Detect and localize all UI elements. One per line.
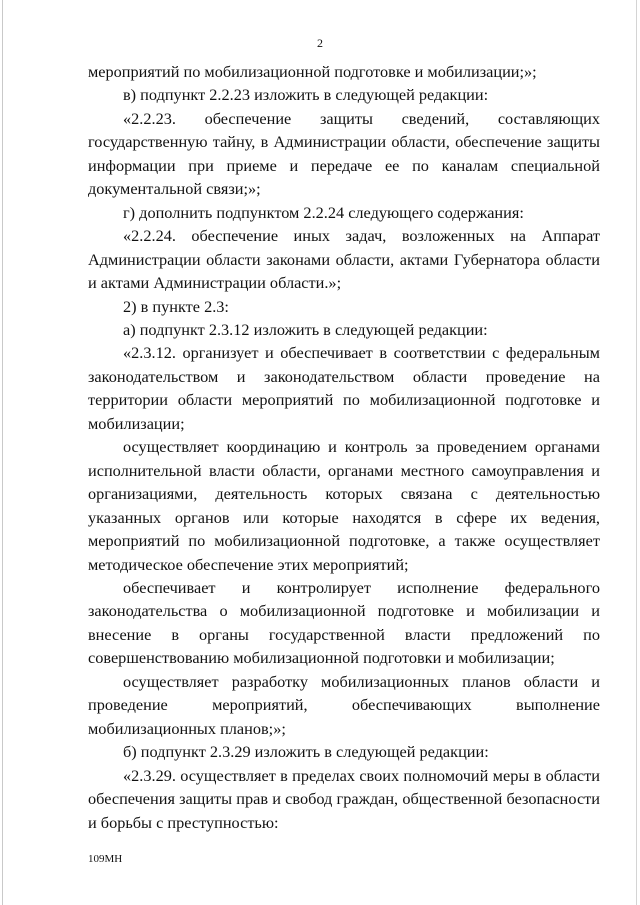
paragraph-p5: «2.2.24. обеспечение иных задач, возложенных на Аппарат Администрации области законами области, актами Губернатора области и актами Администрации области.»;	[88, 226, 600, 293]
paragraph-p12: б) подпункт 2.3.29 изложить в следующей редакции:	[123, 742, 489, 762]
paragraph-p8: «2.3.12. организует и обеспечивает в соответствии с федеральным законодательством и законодательством области проведение на территории области мероприятий по мобилизационной подготовке и мобилизации;	[88, 343, 600, 433]
footer-document-code: 109МН	[88, 853, 123, 865]
paragraph-p11: осуществляет разработку мобилизационных планов области и проведение мероприятий, обеспечивающих выполнение мобилизационных планов;»;	[88, 671, 600, 738]
scan-edge-left	[2, 0, 3, 905]
paragraph-p7: а) подпункт 2.3.12 изложить в следующей редакции:	[123, 319, 488, 339]
document-body	[88, 60, 600, 834]
paragraph-p4: г) дополнить подпунктом 2.2.24 следующего содержания:	[123, 202, 524, 222]
paragraph-p9: осуществляет координацию и контроль за проведением органами исполнительной власти области, органами местного самоуправления и организациями, деятельность которых связана с деятельностью указанных органов или которые находятся в сфере их ведения, мероприятий по мобилизационной подготовке, а также осуществляет методическое обеспечение этих мероприятий;	[88, 437, 600, 574]
page-number: 2	[317, 36, 323, 50]
paragraph-p3: «2.2.23. обеспечение защиты сведений, составляющих государственную тайну, в Администрации области, обеспечение защиты информации при приеме и передаче ее по каналам специальной документальной связи;»;	[88, 108, 600, 199]
paragraph-p2: в) подпункт 2.2.23 изложить в следующей редакции:	[123, 85, 489, 105]
paragraph-p10: обеспечивает и контролирует исполнение федерального законодательства о мобилизационной подготовке и мобилизации и внесение в органы государственной власти предложений по совершенствованию мобилизационной подготовки и мобилизации;	[88, 577, 600, 668]
scan-edge-right	[636, 0, 637, 905]
paragraph-p13: «2.3.29. осуществляет в пределах своих полномочий меры в области обеспечения защиты прав и свобод граждан, общественной безопасности и борьбы с преступностью:	[88, 765, 600, 832]
paragraph-p6: 2) в пункте 2.3:	[123, 296, 229, 316]
paragraph-p1: мероприятий по мобилизационной подготовке и мобилизации;»;	[88, 62, 537, 81]
